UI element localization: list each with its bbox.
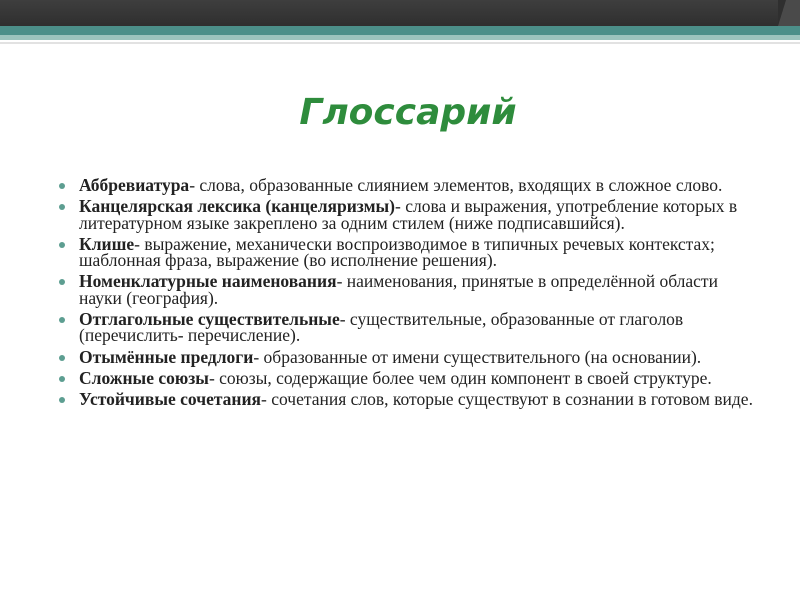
header-corner-accent [778, 0, 800, 26]
glossary-term: Отымённые предлоги [79, 346, 254, 367]
glossary-item [59, 367, 759, 388]
glossary-item [59, 389, 759, 410]
glossary-definition: - слова, образованные слиянием элементов, входящих в сложное слово. [189, 175, 723, 195]
glossary-definition: - существительные, образованные от глаголов (перечислить- перечисление). [79, 309, 684, 346]
bullet-icon [59, 279, 65, 285]
glossary-item [59, 273, 759, 306]
bullet-icon [59, 397, 65, 403]
glossary-item [59, 311, 759, 344]
glossary-definition: - наименования, принятые в определённой области науки (география). [79, 271, 718, 308]
glossary-term: Канцелярская лексика (канцеляризмы) [79, 196, 395, 217]
glossary-item [59, 177, 759, 193]
bullet-icon [59, 204, 65, 210]
slide-title: Глоссарий [299, 92, 517, 133]
glossary-term: Сложные союзы [79, 367, 209, 388]
glossary-definition: - выражение, механически воспроизводимое в типичных речевых контекстах; шаблонная фраза, выражение (во исполнение решения). [79, 233, 715, 271]
glossary-item [59, 198, 759, 231]
glossary-item [59, 233, 759, 271]
glossary-term: Клише [79, 233, 135, 254]
bullet-icon [59, 242, 65, 248]
bullet-icon [59, 355, 65, 361]
header-band-dark [0, 0, 800, 26]
glossary-term: Устойчивые сочетания [79, 389, 262, 410]
glossary-item [59, 346, 759, 367]
header-divider [0, 42, 800, 44]
header-band-teal-light [0, 35, 800, 40]
bullet-icon [59, 317, 65, 323]
glossary-term: Аббревиатура [79, 175, 190, 195]
bullet-icon [59, 376, 65, 382]
glossary-definition: - образованные от имени существительного (на основании). [253, 346, 702, 367]
glossary-definition: - сочетания слов, которые существуют в сознании в готовом виде. [261, 389, 753, 410]
bullet-icon [59, 183, 65, 189]
glossary-definition: - слова и выражения, употребление которых в литературном языке закреплено за одним стилем (ниже подписавшийся). [79, 196, 738, 233]
glossary-term: Отглагольные существительные [79, 309, 340, 330]
glossary-term: Номенклатурные наименования [79, 271, 337, 292]
glossary-list [59, 177, 759, 413]
glossary-definition: - союзы, содержащие более чем один компонент в своей структуре. [208, 367, 712, 388]
